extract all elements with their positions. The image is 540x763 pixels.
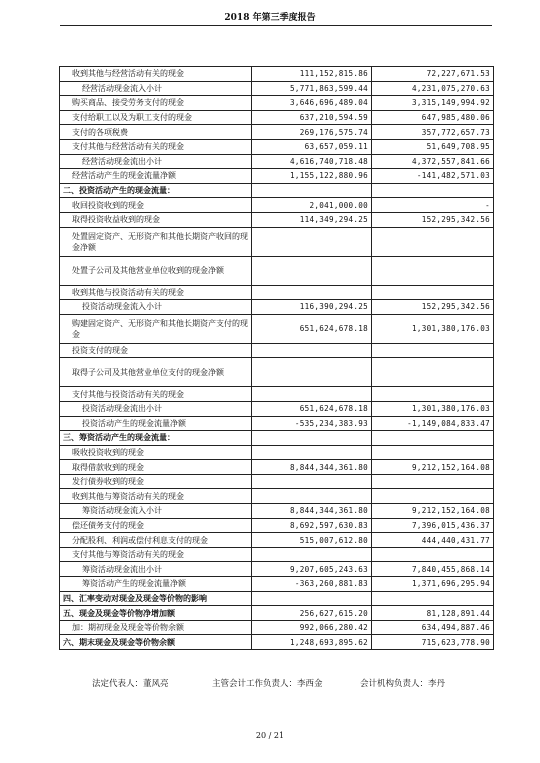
row-label: 经营活动现金流入小计 — [60, 81, 252, 96]
row-label: 支付其他与经营活动有关的现金 — [60, 139, 252, 154]
table-row — [60, 343, 494, 358]
row-label: 四、汇率变动对现金及现金等价物的影响 — [60, 591, 252, 606]
prior-period-value: 9,212,152,164.08 — [372, 504, 494, 519]
current-period-value — [252, 474, 372, 489]
row-label: 投资支付的现金 — [60, 343, 252, 358]
table-row — [60, 154, 494, 169]
prior-period-value: 4,372,557,841.66 — [372, 154, 494, 169]
table-row — [60, 387, 494, 402]
row-label: 支付其他与投资活动有关的现金 — [60, 387, 252, 402]
table-row — [60, 606, 494, 621]
prior-period-value: 1,371,696,295.94 — [372, 577, 494, 592]
row-label: 购建固定资产、无形资产和其他长期资产支付的现金 — [60, 314, 252, 343]
accounting-org-head: 会计机构负责人：李丹 — [360, 679, 446, 689]
current-period-value: 2,041,000.00 — [252, 198, 372, 213]
table-row — [60, 198, 494, 213]
row-label: 收到其他与筹资活动有关的现金 — [60, 489, 252, 504]
prior-period-value: 1,301,380,176.03 — [372, 314, 494, 343]
table-row — [60, 81, 494, 96]
row-label: 支付的各项税费 — [60, 125, 252, 140]
current-period-value: 3,646,696,489.04 — [252, 96, 372, 111]
row-label: 投资活动产生的现金流量净额 — [60, 416, 252, 431]
current-period-value — [252, 343, 372, 358]
prior-period-value: 1,301,380,176.03 — [372, 401, 494, 416]
table-row — [60, 460, 494, 475]
table-row — [60, 183, 494, 198]
row-label: 取得子公司及其他营业单位支付的现金净额 — [60, 358, 252, 387]
prior-period-value — [372, 445, 494, 460]
current-period-value: 5,771,863,599.44 — [252, 81, 372, 96]
prior-period-value: 152,295,342.56 — [372, 212, 494, 227]
table-row — [60, 358, 494, 387]
prior-period-value: 72,227,671.53 — [372, 67, 494, 82]
prior-period-value — [372, 547, 494, 562]
table-row — [60, 416, 494, 431]
prior-period-value: 357,772,657.73 — [372, 125, 494, 140]
table-row — [60, 227, 494, 256]
table-row — [60, 401, 494, 416]
current-period-value — [252, 227, 372, 256]
prior-period-value: 4,231,075,270.63 — [372, 81, 494, 96]
current-period-value: 111,152,815.86 — [252, 67, 372, 82]
page-number: 20 / 21 — [255, 731, 285, 740]
table-row — [60, 518, 494, 533]
row-label: 六、期末现金及现金等价物余额 — [60, 635, 252, 650]
current-period-value: 515,007,612.80 — [252, 533, 372, 548]
table-row — [60, 620, 494, 635]
report-header: 2018 年第三季度报告 — [224, 13, 316, 23]
row-label: 处置子公司及其他营业单位收到的现金净额 — [60, 256, 252, 285]
table-row — [60, 212, 494, 227]
legal-representative: 法定代表人：董风亮 — [92, 679, 169, 689]
table-row — [60, 533, 494, 548]
row-label: 吸收投资收到的现金 — [60, 445, 252, 460]
row-label: 加：期初现金及现金等价物余额 — [60, 620, 252, 635]
row-label: 筹资活动现金流出小计 — [60, 562, 252, 577]
current-period-value: 8,692,597,630.83 — [252, 518, 372, 533]
prior-period-value: -1,149,084,833.47 — [372, 416, 494, 431]
table-row — [60, 591, 494, 606]
prior-period-value — [372, 227, 494, 256]
row-label: 经营活动现金流出小计 — [60, 154, 252, 169]
prior-period-value — [372, 489, 494, 504]
row-label: 收到其他与投资活动有关的现金 — [60, 285, 252, 300]
current-period-value — [252, 285, 372, 300]
table-row — [60, 445, 494, 460]
current-period-value: 1,155,122,880.96 — [252, 169, 372, 184]
prior-period-value — [372, 474, 494, 489]
current-period-value — [252, 489, 372, 504]
current-period-value: 114,349,294.25 — [252, 212, 372, 227]
current-period-value: -535,234,383.93 — [252, 416, 372, 431]
current-period-value: 651,624,678.18 — [252, 401, 372, 416]
table-row — [60, 489, 494, 504]
current-period-value: 269,176,575.74 — [252, 125, 372, 140]
row-label: 三、筹资活动产生的现金流量： — [60, 431, 252, 446]
row-label: 二、投资活动产生的现金流量： — [60, 183, 252, 198]
row-label: 分配股利、利润或偿付利息支付的现金 — [60, 533, 252, 548]
prior-period-value: -141,482,571.03 — [372, 169, 494, 184]
cash-flow-table — [59, 66, 494, 650]
row-label: 收到其他与经营活动有关的现金 — [60, 67, 252, 82]
table-row — [60, 67, 494, 82]
row-label: 筹资活动产生的现金流量净额 — [60, 577, 252, 592]
current-period-value — [252, 547, 372, 562]
table-row — [60, 474, 494, 489]
table-row — [60, 139, 494, 154]
row-label: 支付给职工以及为职工支付的现金 — [60, 110, 252, 125]
prior-period-value: 647,985,480.06 — [372, 110, 494, 125]
prior-period-value — [372, 256, 494, 285]
prior-period-value — [372, 343, 494, 358]
row-label: 处置固定资产、无形资产和其他长期资产收回的现金净额 — [60, 227, 252, 256]
current-period-value: 637,210,594.59 — [252, 110, 372, 125]
table-row — [60, 285, 494, 300]
current-period-value — [252, 256, 372, 285]
prior-period-value — [372, 387, 494, 402]
row-label: 取得投资收益收到的现金 — [60, 212, 252, 227]
cash-flow-table-body — [60, 67, 494, 650]
prior-period-value — [372, 183, 494, 198]
table-row — [60, 169, 494, 184]
prior-period-value: 81,128,891.44 — [372, 606, 494, 621]
row-label: 投资活动现金流入小计 — [60, 300, 252, 315]
prior-period-value: 444,440,431.77 — [372, 533, 494, 548]
current-period-value — [252, 358, 372, 387]
prior-period-value: 7,396,015,436.37 — [372, 518, 494, 533]
current-period-value: 4,616,740,718.48 — [252, 154, 372, 169]
table-row — [60, 547, 494, 562]
current-period-value: -363,260,881.83 — [252, 577, 372, 592]
prior-period-value: 3,315,149,994.92 — [372, 96, 494, 111]
row-label: 购买商品、接受劳务支付的现金 — [60, 96, 252, 111]
accounting-head: 主管会计工作负责人：李西金 — [212, 679, 323, 689]
table-row — [60, 577, 494, 592]
current-period-value: 1,248,693,895.62 — [252, 635, 372, 650]
table-row — [60, 96, 494, 111]
prior-period-value — [372, 591, 494, 606]
table-row — [60, 300, 494, 315]
table-row — [60, 562, 494, 577]
current-period-value: 9,207,605,243.63 — [252, 562, 372, 577]
current-period-value: 116,390,294.25 — [252, 300, 372, 315]
table-row — [60, 314, 494, 343]
row-label: 经营活动产生的现金流量净额 — [60, 169, 252, 184]
current-period-value: 8,844,344,361.80 — [252, 504, 372, 519]
row-label: 收回投资收到的现金 — [60, 198, 252, 213]
table-row — [60, 125, 494, 140]
table-row — [60, 110, 494, 125]
current-period-value: 651,624,678.18 — [252, 314, 372, 343]
row-label: 筹资活动现金流入小计 — [60, 504, 252, 519]
current-period-value — [252, 387, 372, 402]
prior-period-value — [372, 358, 494, 387]
prior-period-value — [372, 431, 494, 446]
header-divider — [60, 25, 492, 26]
row-label: 投资活动现金流出小计 — [60, 401, 252, 416]
table-row — [60, 431, 494, 446]
current-period-value — [252, 591, 372, 606]
current-period-value: 256,627,615.20 — [252, 606, 372, 621]
current-period-value — [252, 431, 372, 446]
prior-period-value: 152,295,342.56 — [372, 300, 494, 315]
current-period-value: 8,844,344,361.80 — [252, 460, 372, 475]
table-row — [60, 256, 494, 285]
row-label: 发行债券收到的现金 — [60, 474, 252, 489]
row-label: 五、现金及现金等价物净增加额 — [60, 606, 252, 621]
prior-period-value — [372, 285, 494, 300]
row-label: 支付其他与筹资活动有关的现金 — [60, 547, 252, 562]
table-row — [60, 635, 494, 650]
prior-period-value: 634,494,887.46 — [372, 620, 494, 635]
current-period-value — [252, 445, 372, 460]
table-row — [60, 504, 494, 519]
current-period-value: 63,657,059.11 — [252, 139, 372, 154]
current-period-value — [252, 183, 372, 198]
prior-period-value: 51,649,708.95 — [372, 139, 494, 154]
row-label: 偿还债务支付的现金 — [60, 518, 252, 533]
row-label: 取得借款收到的现金 — [60, 460, 252, 475]
prior-period-value: - — [372, 198, 494, 213]
current-period-value: 992,066,280.42 — [252, 620, 372, 635]
prior-period-value: 715,623,778.90 — [372, 635, 494, 650]
prior-period-value: 7,840,455,868.14 — [372, 562, 494, 577]
prior-period-value: 9,212,152,164.08 — [372, 460, 494, 475]
